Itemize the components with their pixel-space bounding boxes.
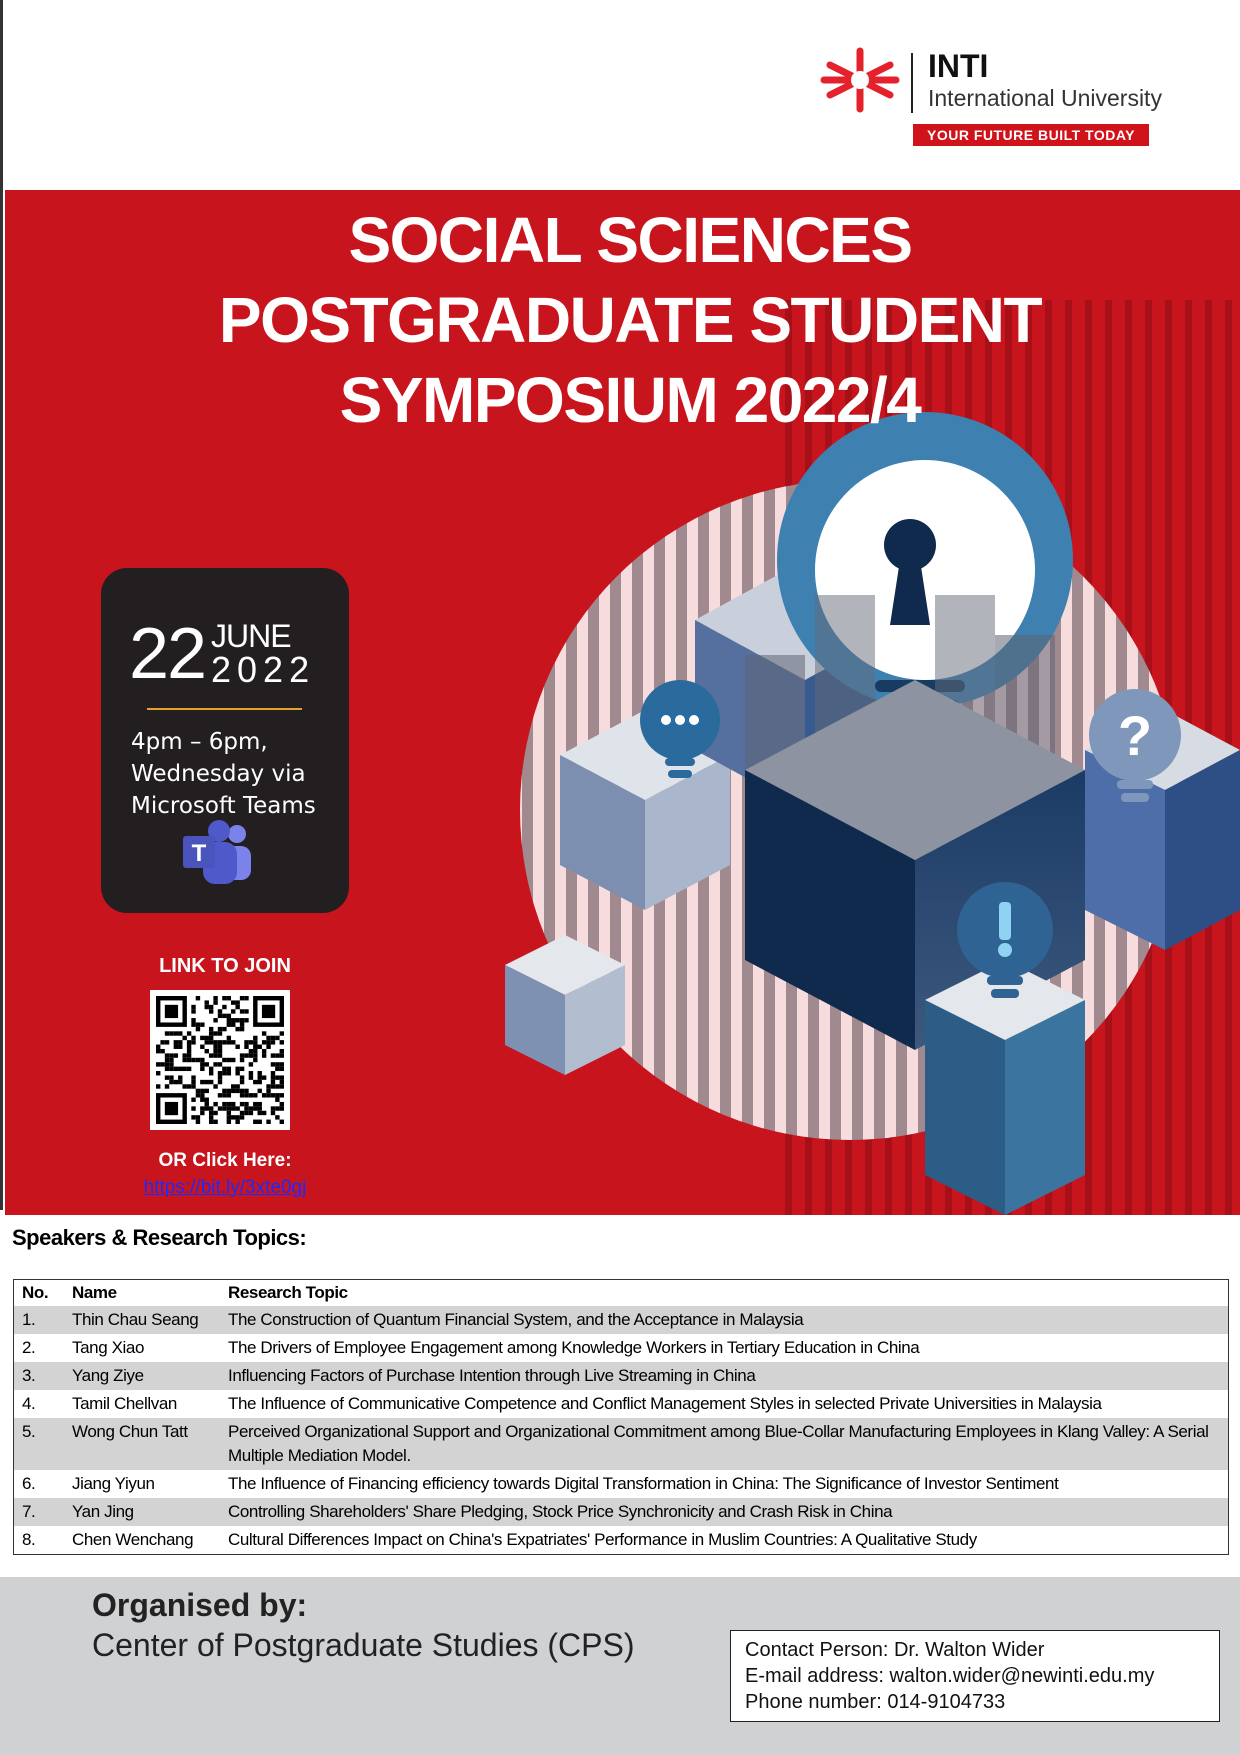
contact-box <box>730 1630 1220 1722</box>
speakers-heading: Speakers & Research Topics: <box>12 1225 307 1250</box>
column-header-no: No. <box>22 1283 49 1302</box>
title-line-2: POSTGRADUATE STUDENT <box>218 284 1042 356</box>
row-topic: Controlling Shareholders' Share Pledging, Stock Price Synchronicity and Crash Risk in China <box>220 1498 1229 1526</box>
logo-divider <box>911 53 913 113</box>
table-row <box>14 1498 1229 1526</box>
row-name: Chen Wenchang <box>72 1530 194 1549</box>
table-header-row <box>14 1280 1229 1307</box>
inti-star-logo-icon <box>820 45 900 115</box>
date-card <box>101 568 349 913</box>
contact-phone: Phone number: 014-9104733 <box>745 1691 1006 1713</box>
event-year: 2022 <box>211 649 316 690</box>
row-name: Tang Xiao <box>72 1338 145 1357</box>
row-no: 2. <box>22 1338 36 1357</box>
row-name: Tamil Chellvan <box>72 1394 177 1413</box>
row-name: Wong Chun Tatt <box>64 1418 220 1470</box>
inti-logo <box>820 45 1180 150</box>
title-line-1: SOCIAL SCIENCES <box>348 204 912 276</box>
time-line-2: Wednesday via <box>131 761 306 787</box>
logo-name: INTI <box>928 48 989 84</box>
row-no: 8. <box>22 1530 36 1549</box>
left-border-line <box>0 0 3 1210</box>
contact-email[interactable]: E-mail address: walton.wider@newinti.edu.my <box>745 1665 1155 1687</box>
table-row <box>14 1418 1229 1470</box>
date-divider <box>147 708 302 710</box>
teams-icon <box>181 818 261 888</box>
row-topic: Perceived Organizational Support and Organizational Commitment among Blue-Collar Manufacturing Employees in Klang Valley: A Serial Multiple Mediation Model. <box>220 1418 1229 1470</box>
event-banner <box>5 190 1240 1215</box>
column-header-name: Name <box>72 1283 117 1302</box>
row-topic: The Drivers of Employee Engagement among Knowledge Workers in Tertiary Education in China <box>228 1338 920 1357</box>
svg-text:T: T <box>191 840 207 867</box>
row-name: Thin Chau Seang <box>64 1306 220 1334</box>
table-row <box>14 1306 1229 1334</box>
time-line-1: 4pm – 6pm, <box>131 729 268 755</box>
footer <box>0 1577 1240 1755</box>
svg-text:?: ? <box>1117 704 1153 767</box>
table-row <box>14 1526 1229 1555</box>
table-row <box>14 1334 1229 1362</box>
logo-subtitle: International University <box>928 85 1162 111</box>
logo-tagline: YOUR FUTURE BUILT TODAY <box>913 124 1149 146</box>
row-no: 7. <box>14 1498 65 1526</box>
row-topic: The Construction of Quantum Financial System, and the Acceptance in Malaysia <box>220 1306 1229 1334</box>
title-line-3: SYMPOSIUM 2022/4 <box>339 364 921 436</box>
row-name: Yang Ziye <box>64 1362 220 1390</box>
row-no: 5. <box>14 1418 65 1470</box>
organiser-name: Center of Postgraduate Studies (CPS) <box>92 1627 635 1663</box>
event-time <box>131 726 341 822</box>
contact-person: Contact Person: Dr. Walton Wider <box>745 1639 1045 1661</box>
row-name: Yan Jing <box>64 1498 220 1526</box>
row-name: Jiang Yiyun <box>72 1474 155 1493</box>
organised-by-heading: Organised by: <box>92 1587 308 1623</box>
speakers-table <box>13 1279 1229 1555</box>
table-row <box>14 1470 1229 1498</box>
or-click-label: OR Click Here: <box>158 1150 292 1171</box>
table-row <box>14 1390 1229 1418</box>
row-no: 3. <box>14 1362 65 1390</box>
event-day: 22 <box>129 614 206 694</box>
qr-code-icon[interactable] <box>150 990 290 1130</box>
cube-bottom-right <box>925 960 1085 1215</box>
cube-small <box>505 935 625 1075</box>
row-no: 6. <box>22 1474 36 1493</box>
column-header-topic: Research Topic <box>228 1283 348 1302</box>
event-title <box>5 200 1240 440</box>
time-line-3: Microsoft Teams <box>131 793 316 819</box>
row-no: 1. <box>14 1306 65 1334</box>
row-no: 4. <box>22 1394 36 1413</box>
row-topic: The Influence of Communicative Competence and Conflict Management Styles in selected Private Universities in Malaysia <box>228 1394 1102 1413</box>
row-topic: The Influence of Financing efficiency towards Digital Transformation in China: The Significance of Investor Sentiment <box>228 1474 1059 1493</box>
row-topic: Influencing Factors of Purchase Intention through Live Streaming in China <box>220 1362 1229 1390</box>
row-topic: Cultural Differences Impact on China's Expatriates' Performance in Muslim Countries: A Qualitative Study <box>228 1530 977 1549</box>
table-row <box>14 1362 1229 1390</box>
join-link[interactable]: https://bit.ly/3xte0gj <box>143 1177 307 1198</box>
join-label: LINK TO JOIN <box>159 955 291 977</box>
event-month: JUNE <box>211 618 291 654</box>
